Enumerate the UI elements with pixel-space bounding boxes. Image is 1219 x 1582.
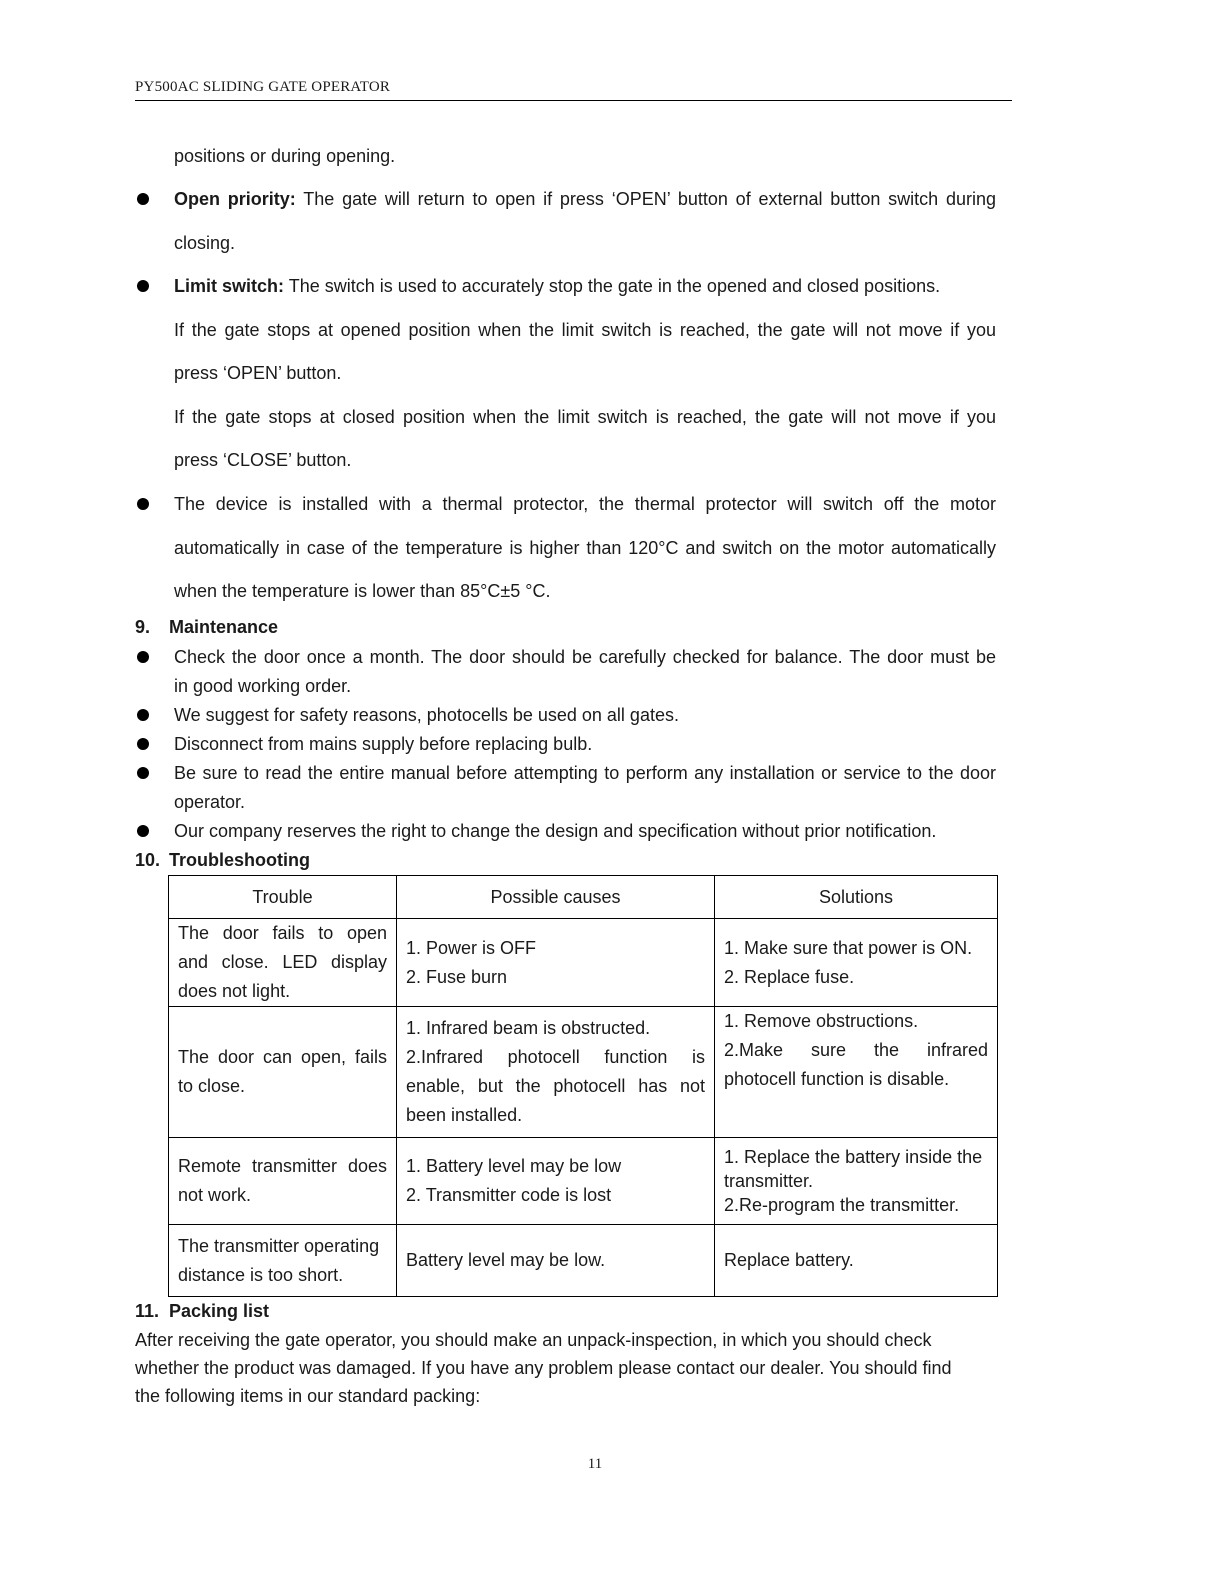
maintenance-heading: 9. Maintenance (135, 617, 279, 637)
maintenance-item-1-line-1: Check the door once a month. The door should be carefully checked for balance. The door must be (174, 647, 996, 667)
bullet-icon (137, 651, 149, 663)
trouble-cell: The door fails to open and close. LED display does not light. (169, 919, 397, 1007)
causes-cell: 1. Battery level may be low 2. Transmitter code is lost (397, 1138, 715, 1225)
open-priority-label: Open priority: (174, 189, 296, 209)
bullet-icon (137, 825, 149, 837)
troubleshooting-heading: 10. Troubleshooting (135, 850, 310, 870)
maintenance-item-4-line-2: operator. (174, 792, 246, 812)
causes-cell: 1. Infrared beam is obstructed. 2.Infrared photocell function is enable, but the photocell has not been installed. (397, 1007, 715, 1138)
limit-switch-line-2: If the gate stops at opened position when the limit switch is reached, the gate will not move if you (174, 320, 996, 340)
maintenance-item-2: We suggest for safety reasons, photocells be used on all gates. (174, 705, 679, 725)
limit-switch-line-1: Limit switch: The switch is used to accurately stop the gate in the opened and closed positions. (174, 276, 941, 296)
solutions-cell: 1. Make sure that power is ON. 2. Replace fuse. (715, 919, 998, 1007)
open-priority-line-1: Open priority: The gate will return to open if press ‘OPEN’ button of external button switch during (174, 189, 996, 209)
bullet-icon (137, 280, 149, 292)
limit-switch-line-5: press ‘CLOSE’ button. (174, 450, 352, 470)
table-row (169, 1007, 998, 1138)
column-header-solutions: Solutions (715, 876, 998, 919)
table-row (169, 1138, 998, 1225)
thermal-line-1: The device is installed with a thermal protector, the thermal protector will switch off the motor (174, 494, 996, 514)
trouble-cell: The transmitter operating distance is too short. (169, 1225, 397, 1297)
causes-cell: 1. Power is OFF 2. Fuse burn (397, 919, 715, 1007)
bullet-icon (137, 709, 149, 721)
packing-list-heading: 11. Packing list (135, 1301, 270, 1321)
limit-switch-line-4: If the gate stops at closed position when the limit switch is reached, the gate will not move if you (174, 407, 996, 427)
intro-continuation: positions or during opening. (174, 146, 396, 166)
open-priority-line-2: closing. (174, 233, 236, 253)
causes-cell: Battery level may be low. (397, 1225, 715, 1297)
maintenance-item-3: Disconnect from mains supply before replacing bulb. (174, 734, 593, 754)
column-header-trouble: Trouble (169, 876, 397, 919)
maintenance-item-1-line-2: in good working order. (174, 676, 352, 696)
header-title: PY500AC SLIDING GATE OPERATOR (135, 79, 391, 95)
bullet-icon (137, 767, 149, 779)
maintenance-item-5: Our company reserves the right to change the design and specification without prior notification. (174, 821, 937, 841)
packing-paragraph: After receiving the gate operator, you should make an unpack-inspection, in which you should check whether the product was damaged. If you have any problem please contact our dealer. You should find the following items in our standard packing: (135, 1330, 952, 1406)
solutions-cell: 1. Remove obstructions. 2.Make sure the infrared photocell function is disable. (715, 1007, 998, 1138)
trouble-cell: The door can open, fails to close. (169, 1007, 397, 1138)
thermal-line-2: automatically in case of the temperature is higher than 120°C and switch on the motor automatically (174, 538, 996, 558)
page-number: 11 (587, 1456, 603, 1472)
bullet-icon (137, 738, 149, 750)
table-header-row (169, 876, 998, 919)
bullet-icon (137, 193, 149, 205)
bullet-icon (137, 498, 149, 510)
troubleshooting-table (168, 875, 998, 1297)
table-row (169, 1225, 998, 1297)
table-row (169, 919, 998, 1007)
maintenance-item-4-line-1: Be sure to read the entire manual before attempting to perform any installation or service to the door (174, 763, 996, 783)
thermal-line-3: when the temperature is lower than 85°C±5 °C. (174, 581, 551, 601)
trouble-cell: Remote transmitter does not work. (169, 1138, 397, 1225)
limit-switch-label: Limit switch: (174, 276, 285, 296)
limit-switch-line-3: press ‘OPEN’ button. (174, 363, 342, 383)
running-header (135, 79, 1012, 101)
solutions-cell: 1. Replace the battery inside the transmitter. 2.Re-program the transmitter. (715, 1138, 998, 1225)
column-header-causes: Possible causes (397, 876, 715, 919)
solutions-cell: Replace battery. (715, 1225, 998, 1297)
